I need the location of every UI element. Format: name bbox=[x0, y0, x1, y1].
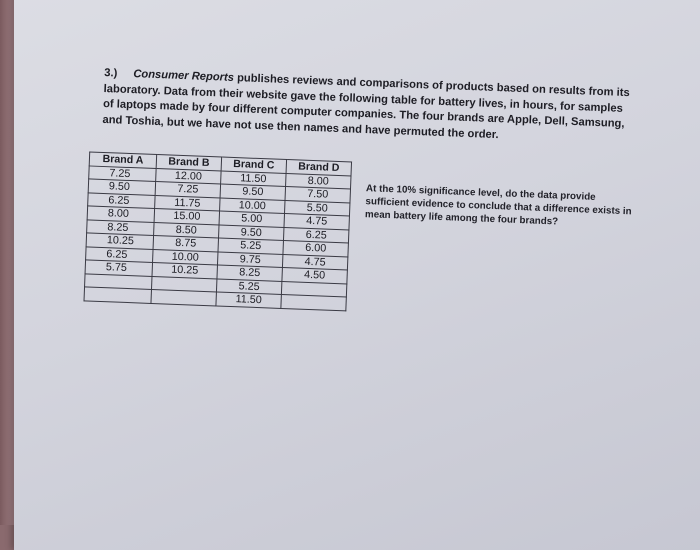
table-cell: 11.50 bbox=[216, 292, 281, 308]
table-cell bbox=[151, 289, 216, 305]
table-cell: 8.00 bbox=[87, 206, 154, 222]
table-cell: 9.75 bbox=[217, 251, 282, 267]
table-cell: 6.00 bbox=[283, 240, 348, 256]
problem-text: publishes reviews and comparisons of products based on results from its laboratory. Data from their website gave the following table for battery lives, in hours, for samples of laptops made by four different computer companies. The four brands are Apple, Dell, Samsung, and Toshia, but we have not use then names and have permuted the order. bbox=[102, 72, 630, 141]
table-cell: 5.50 bbox=[285, 200, 350, 216]
table-cell: 8.50 bbox=[154, 222, 219, 238]
table-cell: 6.25 bbox=[86, 246, 153, 262]
table-cell: 7.50 bbox=[285, 187, 350, 203]
table-cell: 10.00 bbox=[220, 198, 285, 214]
table-cell: 5.25 bbox=[216, 278, 281, 294]
table-cell: 9.50 bbox=[219, 224, 284, 240]
table-cell: 11.50 bbox=[221, 171, 286, 187]
table-body bbox=[84, 165, 351, 310]
table-cell: 7.25 bbox=[89, 165, 156, 181]
table-cell: 8.25 bbox=[87, 219, 154, 235]
table-cell: 7.25 bbox=[155, 182, 220, 198]
table-cell: 9.50 bbox=[88, 179, 155, 195]
table-cell: 15.00 bbox=[154, 208, 219, 224]
table-cell: 5.75 bbox=[85, 260, 152, 276]
column-header: Brand C bbox=[221, 157, 286, 173]
column-header: Brand B bbox=[156, 155, 221, 171]
table-cell: 9.50 bbox=[220, 184, 285, 200]
table-cell: 6.25 bbox=[88, 192, 155, 208]
problem-number: 3.) bbox=[104, 66, 118, 80]
column-header: Brand A bbox=[89, 152, 156, 168]
table-cell: 10.00 bbox=[153, 249, 218, 265]
table-cell: 4.50 bbox=[282, 267, 347, 283]
table-cell: 6.25 bbox=[283, 227, 348, 243]
source-name: Consumer Reports bbox=[133, 68, 235, 84]
table-cell bbox=[84, 287, 151, 303]
table-cell: 8.00 bbox=[286, 173, 351, 189]
table-cell bbox=[281, 294, 346, 310]
table-cell: 4.75 bbox=[284, 213, 349, 229]
table-cell: 8.25 bbox=[217, 265, 282, 281]
battery-life-table bbox=[84, 151, 353, 310]
table-cell: 4.75 bbox=[282, 254, 347, 270]
question-text: At the 10% significance level, do the data provide sufficient evidence to conclude that a difference exists in mean battery life among the four brands? bbox=[364, 183, 632, 228]
table-cell: 10.25 bbox=[152, 262, 217, 278]
table-cell: 11.75 bbox=[155, 195, 220, 211]
table-cell: 10.25 bbox=[86, 233, 153, 249]
table-cell: 8.75 bbox=[153, 235, 218, 251]
column-header: Brand D bbox=[286, 160, 351, 176]
table-cell: 5.25 bbox=[218, 238, 283, 254]
table-cell: 12.00 bbox=[156, 168, 221, 184]
problem-statement bbox=[102, 66, 634, 148]
table-cell: 5.00 bbox=[219, 211, 284, 227]
